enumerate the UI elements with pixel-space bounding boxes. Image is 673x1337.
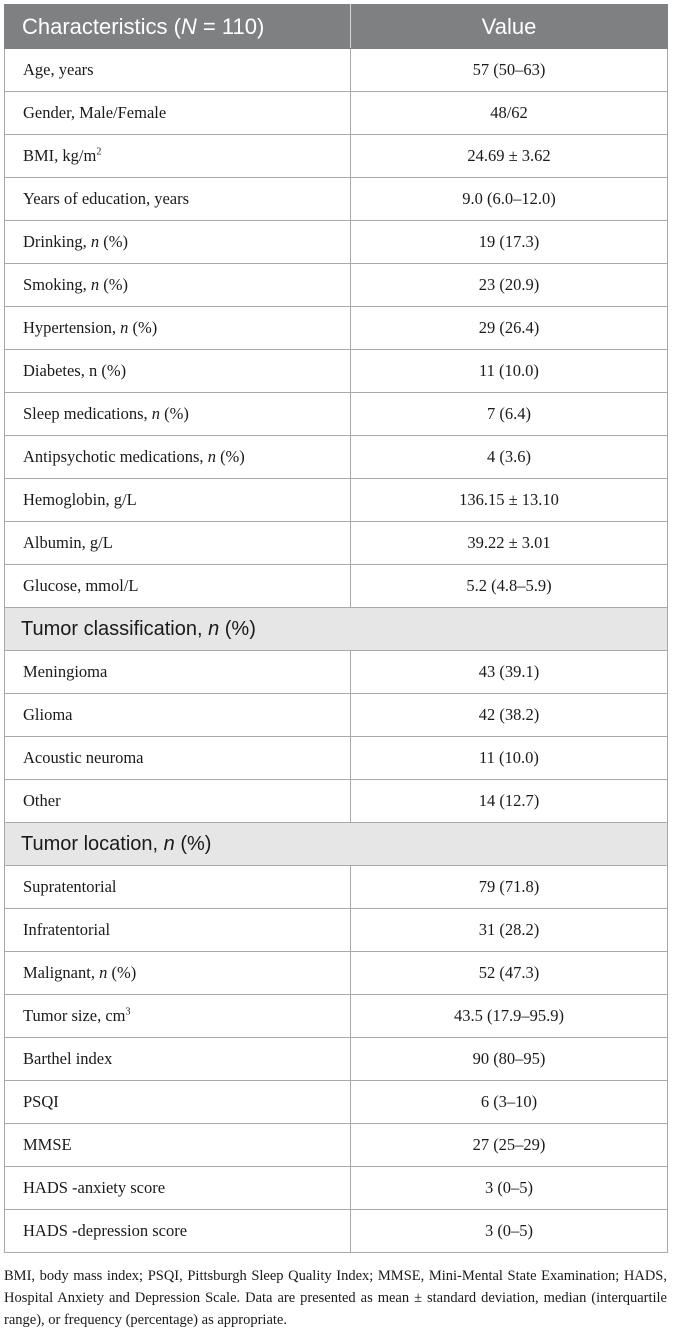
row-value: 136.15 ± 13.10 <box>351 479 668 522</box>
row-value: 27 (25–29) <box>351 1124 668 1167</box>
table-row <box>5 909 668 952</box>
row-label: Glioma <box>5 694 351 737</box>
row-value: 79 (71.8) <box>351 866 668 909</box>
table-footnote: BMI, body mass index; PSQI, Pittsburgh Sleep Quality Index; MMSE, Mini-Mental State Examination; HADS, Hospital Anxiety and Depression Scale. Data are presented as mean ± standard deviation, median (interquartile range), or frequency (percentage) as appropriate. <box>4 1268 667 1328</box>
row-label: Albumin, g/L <box>5 522 351 565</box>
table-row <box>5 479 668 522</box>
characteristics-table <box>4 4 668 1253</box>
row-label: Acoustic neuroma <box>5 737 351 780</box>
row-label: Meningioma <box>5 651 351 694</box>
table-row <box>5 92 668 135</box>
row-value: 43 (39.1) <box>351 651 668 694</box>
row-label: BMI, $kg/m^2$ <box>5 135 351 178</box>
row-value: 29 (26.4) <box>351 307 668 350</box>
row-value: 42 (38.2) <box>351 694 668 737</box>
table-row <box>5 178 668 221</box>
row-value: 48/62 <box>351 92 668 135</box>
row-value: 4 (3.6) <box>351 436 668 479</box>
row-label: Diabetes, n (%) <box>5 350 351 393</box>
row-value: 3 (0–5) <box>351 1167 668 1210</box>
table-row <box>5 221 668 264</box>
row-label: Tumor size, $cm^3$ <box>5 995 351 1038</box>
section-heading: Tumor location, n (%) <box>5 823 668 866</box>
row-value: 52 (47.3) <box>351 952 668 995</box>
table-row <box>5 651 668 694</box>
row-value: 3 (0–5) <box>351 1210 668 1253</box>
row-value: 31 (28.2) <box>351 909 668 952</box>
table-row <box>5 995 668 1038</box>
header-value: Value <box>351 5 668 49</box>
table-row <box>5 1081 668 1124</box>
table-row <box>5 350 668 393</box>
row-label: Hypertension, n (%) <box>5 307 351 350</box>
header-characteristics: Characteristics (N = 110) <box>5 5 351 49</box>
row-label: HADS -anxiety score <box>5 1167 351 1210</box>
row-label: PSQI <box>5 1081 351 1124</box>
table-row <box>5 694 668 737</box>
row-value: 90 (80–95) <box>351 1038 668 1081</box>
row-label: Smoking, n (%) <box>5 264 351 307</box>
table-row <box>5 737 668 780</box>
row-value: 5.2 (4.8–5.9) <box>351 565 668 608</box>
row-label: Glucose, mmol/L <box>5 565 351 608</box>
table-row <box>5 436 668 479</box>
table-row <box>5 49 668 92</box>
table-row <box>5 307 668 350</box>
row-label: HADS -depression score <box>5 1210 351 1253</box>
table-row <box>5 264 668 307</box>
row-value: 19 (17.3) <box>351 221 668 264</box>
row-label: Age, years <box>5 49 351 92</box>
row-label: Gender, Male/Female <box>5 92 351 135</box>
section-heading: Tumor classification, n (%) <box>5 608 668 651</box>
table-row <box>5 1167 668 1210</box>
table-row <box>5 565 668 608</box>
row-value: 11 (10.0) <box>351 350 668 393</box>
row-value: 9.0 (6.0–12.0) <box>351 178 668 221</box>
table-row <box>5 393 668 436</box>
row-label: Barthel index <box>5 1038 351 1081</box>
row-label: Hemoglobin, g/L <box>5 479 351 522</box>
table-header-row <box>5 5 668 49</box>
table-row <box>5 522 668 565</box>
row-label: Infratentorial <box>5 909 351 952</box>
row-label: Antipsychotic medications, n (%) <box>5 436 351 479</box>
row-label: MMSE <box>5 1124 351 1167</box>
row-value: 11 (10.0) <box>351 737 668 780</box>
section-tumor-location <box>5 823 668 866</box>
row-label: Drinking, n (%) <box>5 221 351 264</box>
row-value: 23 (20.9) <box>351 264 668 307</box>
table-row <box>5 1210 668 1253</box>
table-row <box>5 1124 668 1167</box>
table-row <box>5 952 668 995</box>
row-label: Sleep medications, n (%) <box>5 393 351 436</box>
row-value: 6 (3–10) <box>351 1081 668 1124</box>
table-row <box>5 866 668 909</box>
table-row <box>5 1038 668 1081</box>
row-value: 24.69 ± 3.62 <box>351 135 668 178</box>
row-value: 14 (12.7) <box>351 780 668 823</box>
table-row <box>5 780 668 823</box>
row-value: 7 (6.4) <box>351 393 668 436</box>
row-value: 43.5 (17.9–95.9) <box>351 995 668 1038</box>
row-label: Malignant, n (%) <box>5 952 351 995</box>
section-tumor-classification <box>5 608 668 651</box>
row-label: Supratentorial <box>5 866 351 909</box>
row-value: 57 (50–63) <box>351 49 668 92</box>
row-label: Other <box>5 780 351 823</box>
row-label: Years of education, years <box>5 178 351 221</box>
row-value: 39.22 ± 3.01 <box>351 522 668 565</box>
table-row <box>5 135 668 178</box>
